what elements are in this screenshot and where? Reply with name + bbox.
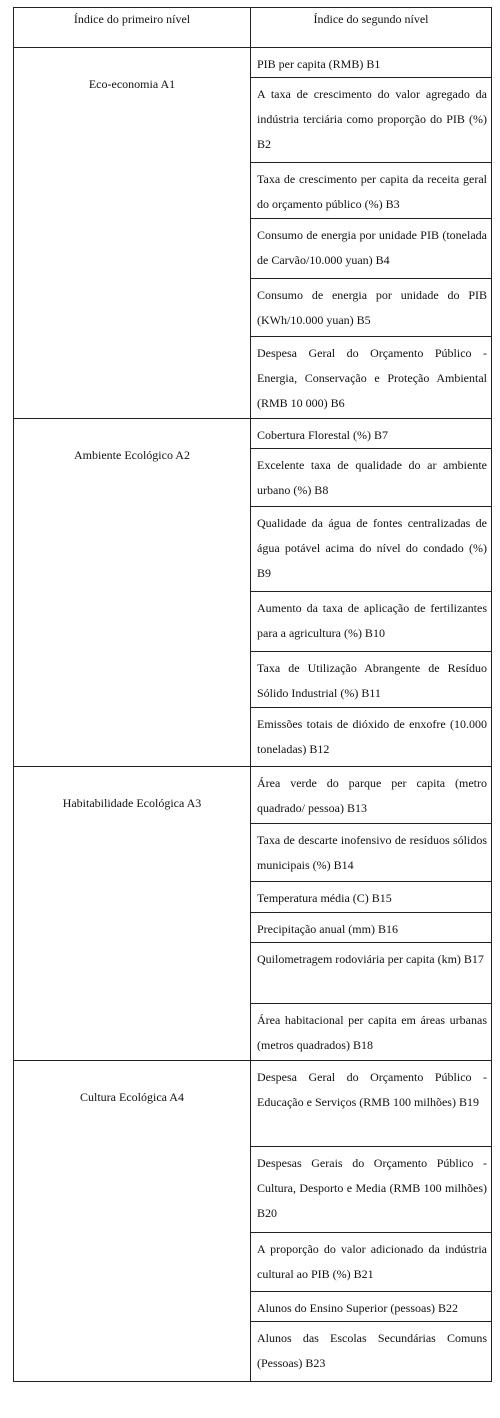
second-level-index: Despesa Geral do Orçamento Público - Educação e Serviços (RMB 100 milhões) B19 xyxy=(251,1061,492,1147)
second-level-index: PIB per capita (RMB) B1 xyxy=(251,48,492,78)
second-level-index: Despesas Gerais do Orçamento Público - Cultura, Desporto e Media (RMB 100 milhões) B20 xyxy=(251,1147,492,1233)
second-level-index: Área verde do parque per capita (metro quadrado/ pessoa) B13 xyxy=(251,767,492,824)
first-level-index: Ambiente Ecológico A2 xyxy=(14,419,251,767)
second-level-index: Excelente taxa de qualidade do ar ambiente urbano (%) B8 xyxy=(251,449,492,507)
header-first-level: Índice do primeiro nível xyxy=(14,8,251,48)
header-row xyxy=(14,8,492,48)
index-table xyxy=(13,7,492,1382)
first-level-index: Habitabilidade Ecológica A3 xyxy=(14,767,251,1061)
second-level-index: Taxa de crescimento per capita da receita geral do orçamento público (%) B3 xyxy=(251,163,492,219)
second-level-index: Consumo de energia por unidade PIB (tonelada de Carvão/10.000 yuan) B4 xyxy=(251,219,492,279)
second-level-index: Alunos das Escolas Secundárias Comuns (Pessoas) B23 xyxy=(251,1322,492,1382)
second-level-index: A taxa de crescimento do valor agregado da indústria terciária como proporção do PIB (%) B2 xyxy=(251,78,492,163)
second-level-index: Temperatura média (C) B15 xyxy=(251,882,492,913)
second-level-index: Precipitação anual (mm) B16 xyxy=(251,913,492,943)
second-level-index: Quilometragem rodoviária per capita (km) B17 xyxy=(251,943,492,1004)
second-level-index: Emissões totais de dióxido de enxofre (10.000 toneladas) B12 xyxy=(251,708,492,767)
second-level-index: Área habitacional per capita em áreas urbanas (metros quadrados) B18 xyxy=(251,1004,492,1061)
second-level-index: Taxa de Utilização Abrangente de Resíduo Sólido Industrial (%) B11 xyxy=(251,652,492,708)
header-second-level: Índice do segundo nível xyxy=(251,8,492,48)
second-level-index: Qualidade da água de fontes centralizadas de água potável acima do nível do condado (%) B9 xyxy=(251,507,492,592)
first-level-index: Cultura Ecológica A4 xyxy=(14,1061,251,1382)
table-row xyxy=(14,767,492,824)
second-level-index: Consumo de energia por unidade do PIB (KWh/10.000 yuan) B5 xyxy=(251,279,492,337)
first-level-index: Eco-economia A1 xyxy=(14,48,251,419)
second-level-index: A proporção do valor adicionado da indústria cultural ao PIB (%) B21 xyxy=(251,1233,492,1292)
second-level-index: Alunos do Ensino Superior (pessoas) B22 xyxy=(251,1292,492,1322)
second-level-index: Cobertura Florestal (%) B7 xyxy=(251,419,492,449)
second-level-index: Taxa de descarte inofensivo de resíduos sólidos municipais (%) B14 xyxy=(251,824,492,882)
table-row xyxy=(14,419,492,449)
table-row xyxy=(14,48,492,78)
second-level-index: Despesa Geral do Orçamento Público - Energia, Conservação e Proteção Ambiental (RMB 10 000) B6 xyxy=(251,337,492,419)
table-row xyxy=(14,1061,492,1147)
second-level-index: Aumento da taxa de aplicação de fertilizantes para a agricultura (%) B10 xyxy=(251,592,492,652)
